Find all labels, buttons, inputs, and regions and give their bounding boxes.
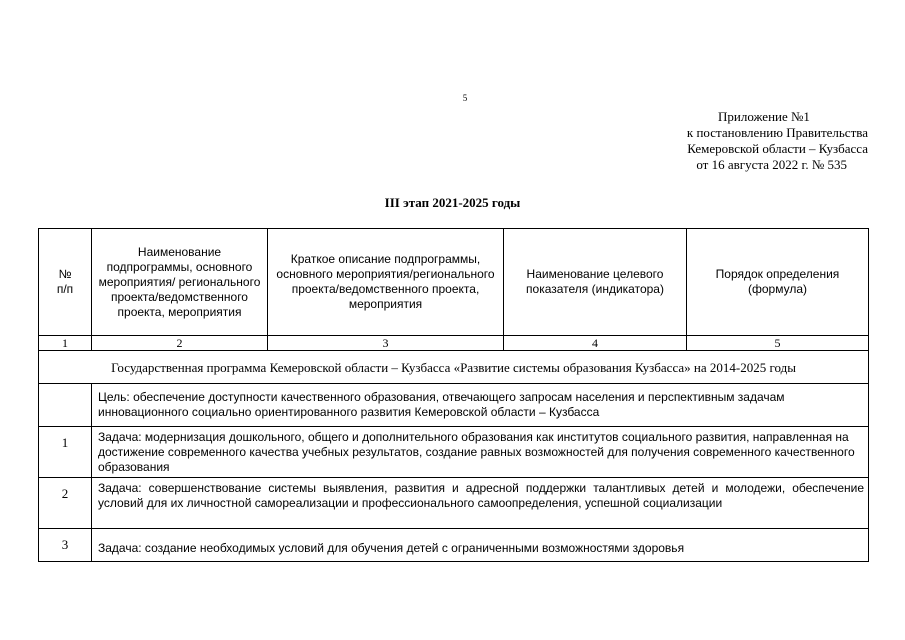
program-table xyxy=(38,228,869,562)
task-text: Задача: модернизация дошкольного, общего и дополнительного образования как институтов социального развития, направленная на достижение современного качества учебных результатов, создание равных возможностей для получения современного качественного образования xyxy=(92,427,869,478)
header-indicator: Наименование целевого показателя (индикатора) xyxy=(504,229,687,336)
appendix-line-decree: к постановлению Правительства xyxy=(686,125,868,140)
stage-title: III этап 2021-2025 годы xyxy=(384,195,521,210)
appendix-title: Приложение №1 xyxy=(717,109,810,124)
program-row xyxy=(39,351,869,384)
header-num: № п/п xyxy=(39,229,92,336)
header-row xyxy=(39,229,869,336)
task-row xyxy=(39,478,869,529)
task-row xyxy=(39,427,869,478)
column-number: 1 xyxy=(39,336,92,351)
header-formula: Порядок определения (формула) xyxy=(687,229,869,336)
task-number: 2 xyxy=(39,478,92,529)
column-number: 3 xyxy=(268,336,504,351)
task-text: Задача: совершенствование системы выявления, развития и адресной поддержки талантливых детей и молодежи, обеспечение условий для их личностной самореализации и профессионального самоопределения, успешной социализации xyxy=(92,478,869,529)
appendix-line-region: Кемеровской области – Кузбасса xyxy=(687,141,868,156)
column-number: 2 xyxy=(92,336,268,351)
column-number: 5 xyxy=(687,336,869,351)
task-text: Задача: создание необходимых условий для обучения детей с ограниченными возможностями здоровья xyxy=(92,529,869,562)
column-number-row xyxy=(39,336,869,351)
header-description: Краткое описание подпрограммы, основного мероприятия/регионального проекта/ведомственного проекта, мероприятия xyxy=(268,229,504,336)
header-name: Наименование подпрограммы, основного мероприятия/ регионального проекта/ведомственного проекта, мероприятия xyxy=(92,229,268,336)
appendix-line-date: от 16 августа 2022 г. № 535 xyxy=(696,157,847,172)
task-number: 3 xyxy=(39,529,92,562)
goal-num-cell xyxy=(39,384,92,427)
page-number: 5 xyxy=(462,93,468,103)
goal-text: Цель: обеспечение доступности качественного образования, отвечающего запросам населения и перспективным задачам инновационного социально ориентированного развития Кемеровской области – Кузбасса xyxy=(92,384,869,427)
program-title: Государственная программа Кемеровской области – Кузбасса «Развитие системы образования Кузбасса» на 2014-2025 годы xyxy=(39,351,869,384)
task-row xyxy=(39,529,869,562)
goal-row xyxy=(39,384,869,427)
column-number: 4 xyxy=(504,336,687,351)
task-number: 1 xyxy=(39,427,92,478)
appendix-block xyxy=(687,109,868,173)
